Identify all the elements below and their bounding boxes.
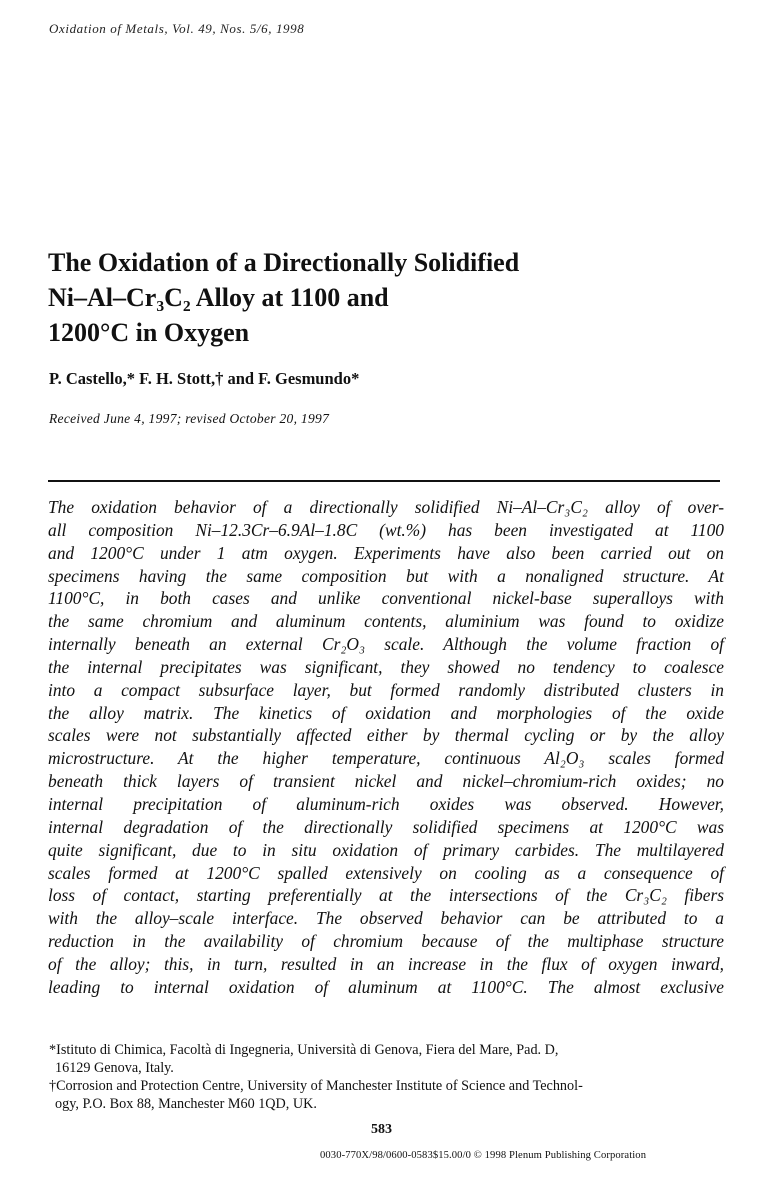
abstract-line: 1100°C, in both cases and unlike conventional nickel-base superalloys with [48,588,724,609]
footnote-affiliation-manchester [49,1078,729,1113]
footnote-line: †Corrosion and Protection Centre, University of Manchester Institute of Science and Technol- [49,1078,583,1094]
abstract-line: leading to internal oxidation of aluminum at 1100°C. The almost exclusive [48,976,724,997]
title-line: Ni–Al–Cr₃C₂ Alloy at 1100 and [48,283,389,312]
abstract-line: of the alloy; this, in turn, resulted in an increase in the flux of oxygen inward, [48,953,724,974]
abstract-line: scales formed at 1200°C spalled extensively on cooling as a consequence of [48,862,724,883]
abstract-line: scales were not substantially affected either by thermal cycling or by the alloy [48,725,724,746]
abstract-line: reduction in the availability of chromium because of the multiphase structure [48,931,724,952]
abstract-line: all composition Ni–12.3Cr–6.9Al–1.8C (wt.%) has been investigated at 1100 [48,519,724,540]
abstract-line: The oxidation behavior of a directionally solidified Ni–Al–Cr₃C₂ alloy of over- [48,497,724,517]
abstract-line: the internal precipitates was significant, they showed no tendency to coalesce [48,656,724,677]
article-title [48,245,708,350]
abstract [48,496,724,999]
title-line: The Oxidation of a Directionally Solidified [48,248,520,277]
received-dates: Received June 4, 1997; revised October 20, 1997 [49,411,330,426]
abstract-line: specimens having the same composition but with a nonaligned structure. At [48,565,724,586]
horizontal-rule [48,480,720,482]
abstract-line: internally beneath an external Cr₂O₃ scale. Although the volume fraction of [48,634,724,655]
title-line: 1200°C in Oxygen [48,318,250,347]
copyright-line: 0030-770X/98/0600-0583$15.00/0 © 1998 Plenum Publishing Corporation [320,1150,647,1161]
journal-citation: Oxidation of Metals, Vol. 49, Nos. 5/6, 1998 [49,21,305,36]
footnote-line: ogy, P.O. Box 88, Manchester M60 1QD, UK. [55,1095,317,1112]
abstract-line: loss of contact, starting preferentially at the intersections of the Cr₃C₂ fibers [48,885,724,906]
footnote-affiliation-genova [49,1042,729,1077]
author-list: P. Castello,* F. H. Stott,† and F. Gesmundo* [49,369,360,388]
abstract-line: beneath thick layers of transient nickel and nickel–chromium-rich oxides; no [48,771,724,792]
abstract-line: quite significant, due to in situ oxidation of primary carbides. The multilayered [48,839,724,860]
abstract-line: internal degradation of the directionally solidified specimens at 1200°C was [48,816,724,837]
abstract-line: the alloy matrix. The kinetics of oxidation and morphologies of the oxide [48,702,724,723]
abstract-line: and 1200°C under 1 atm oxygen. Experiments have also been carried out on [48,542,724,563]
abstract-line: the same chromium and aluminum contents, aluminium was found to oxidize [48,611,724,632]
footnote-line: *Istituto di Chimica, Facoltà di Ingegneria, Università di Genova, Fiera del Mare, Pad. D, [49,1042,559,1058]
abstract-line: into a compact subsurface layer, but formed randomly distributed clusters in [48,679,724,700]
abstract-line: internal precipitation of aluminum-rich oxides was observed. However, [48,793,724,814]
page-number: 583 [371,1122,392,1137]
abstract-line: microstructure. At the higher temperature, continuous Al₂O₃ scales formed [48,748,724,769]
abstract-line: with the alloy–scale interface. The observed behavior can be attributed to a [48,908,724,929]
footnote-line: 16129 Genova, Italy. [55,1059,174,1076]
